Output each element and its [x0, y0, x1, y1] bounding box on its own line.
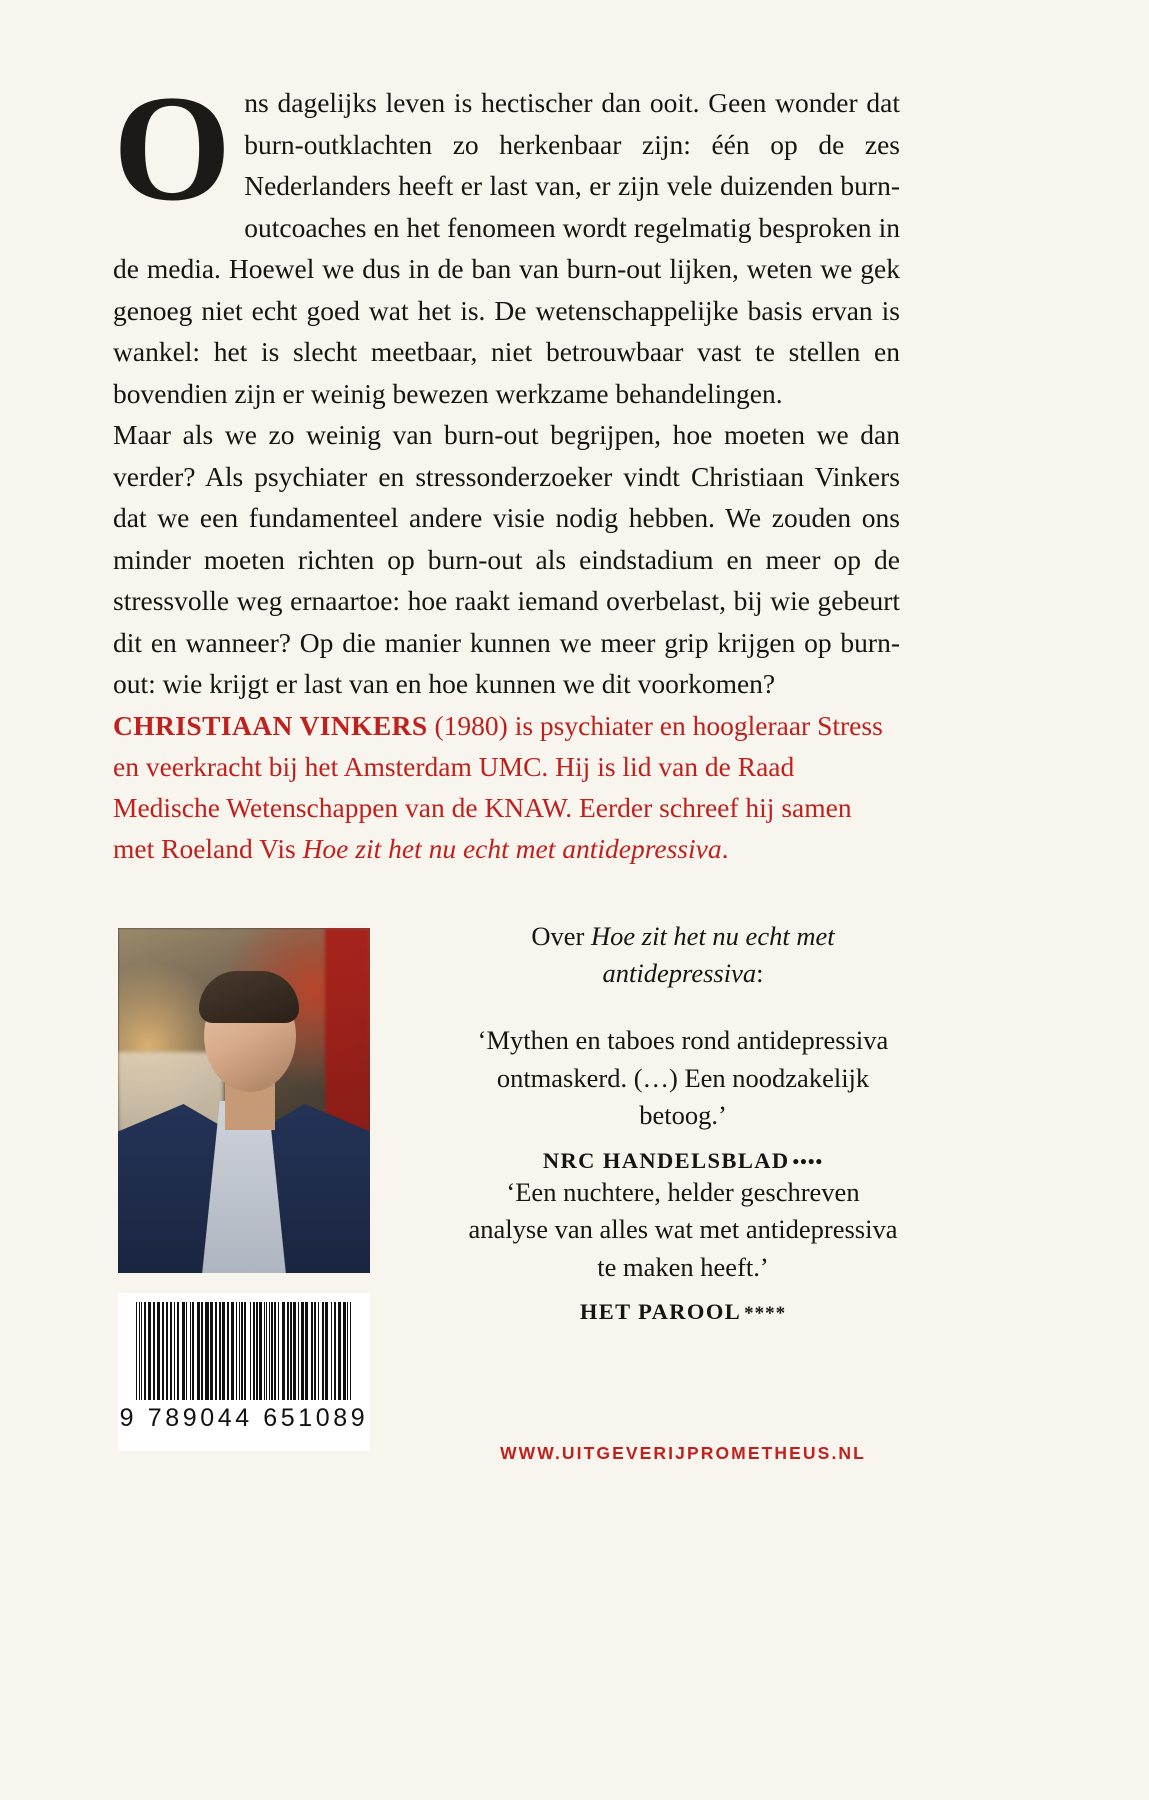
- publisher-url[interactable]: WWW.UITGEVERIJPROMETHEUS.NL: [500, 1443, 866, 1463]
- review-quotes: [466, 918, 900, 1325]
- blurb-text: [113, 64, 900, 705]
- quotes-intro-suffix: :: [756, 958, 764, 988]
- author-portrait: [118, 928, 370, 1273]
- drop-cap-letter: O: [113, 64, 232, 232]
- blurb-paragraph-2: Maar als we zo weinig van burn-out begrijpen, hoe moeten we dan verder? Als psychiater en stressonderzoeker vindt Christiaan Vinkers dat we een fundamenteel andere visie nodig hebben. We zouden ons minder moeten richten op burn-out als eindstadium en meer op de stressvolle weg ernaartoe: hoe raakt iemand overbelast, bij wie gebeurt dit en wanneer? Op die manier kunnen we meer grip krijgen op burn-out: wie krijgt er last van en hoe kunnen we dit voorkomen?: [113, 419, 900, 699]
- review-source-2-name: HET PAROOL: [579, 1299, 742, 1324]
- quotes-intro-title: Hoe zit het nu echt met antidepressiva: [591, 921, 835, 988]
- portrait-hair: [199, 971, 299, 1023]
- review-source-2: [466, 1299, 900, 1325]
- barcode-bars: [136, 1302, 352, 1400]
- quotes-intro: [466, 918, 900, 992]
- review-stars-2: ****: [744, 1303, 787, 1324]
- author-bio-text-after: .: [721, 833, 729, 864]
- blurb-paragraph-1: ns dagelijks leven is hectischer dan ooit. Geen wonder dat burn-outklachten zo herkenbaar zijn: één op de zes Nederlanders heeft er last van, er zijn vele duizenden burn-outcoaches en het fenomeen wordt regelmatig besproken in de media. Hoewel we dus in de ban van burn-out lijken, weten we gek genoeg niet echt goed wat het is. De wetenschappelijke basis ervan is wankel: het is slecht meetbaar, niet betrouwbaar vast te stellen en bovendien zijn er weinig bewezen werkzame behandelingen.: [113, 87, 900, 409]
- author-name: CHRISTIAAN VINKERS: [113, 710, 428, 741]
- review-source-1-name: NRC HANDELSBLAD: [542, 1147, 790, 1173]
- review-source-1: [466, 1148, 900, 1174]
- barcode: [118, 1293, 370, 1451]
- review-stars-1: ••••: [792, 1151, 824, 1173]
- barcode-digits: 9 789044 651089: [119, 1404, 369, 1432]
- review-quote-1: ‘Mythen en taboes rond antidepressiva ontmaskerd. (…) Een noodzakelijk betoog.’: [477, 1025, 889, 1130]
- author-bio-text-before: (1980) is psychiater en hoogleraar Stress en veerkracht bij het Amsterdam UMC. Hij is lid van de Raad Medische Wetenschappen van de KNAW. Eerder schreef hij samen met Roeland Vis: [113, 710, 883, 864]
- review-quote-2: ‘Een nuchtere, helder geschreven analyse van alles wat met antidepressiva te maken heeft.’: [468, 1176, 898, 1282]
- previous-book-title: Hoe zit het nu echt met antidepressiva: [302, 833, 722, 864]
- author-bio: [113, 705, 893, 869]
- quotes-intro-prefix: Over: [531, 921, 591, 951]
